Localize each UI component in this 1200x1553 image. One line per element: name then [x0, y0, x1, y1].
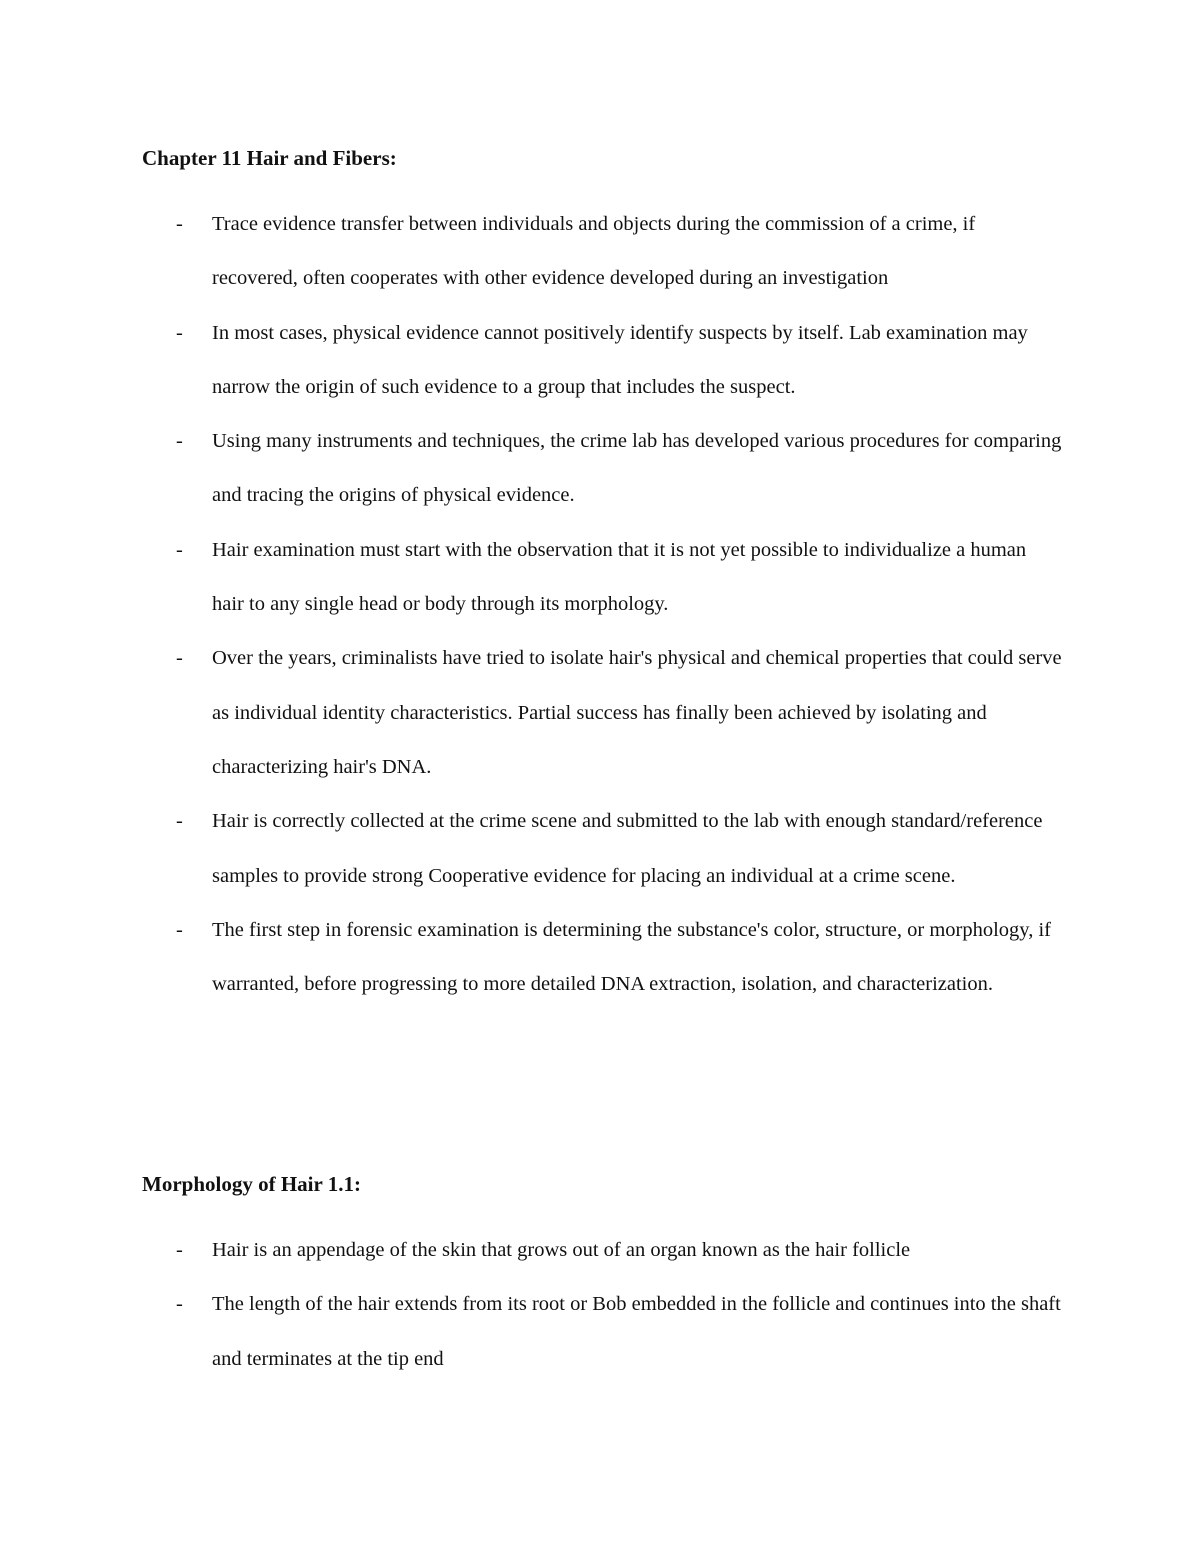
bullet-dash: - [176, 1293, 183, 1316]
list-item-text: The length of the hair extends from its root or Bob embedded in the follicle and continues into the shaft and terminates at the tip end [212, 1293, 1061, 1370]
list-item [142, 197, 1062, 306]
section-chapter-11 [142, 143, 1082, 1011]
list-item-text: The first step in forensic examination is determining the substance's color, structure, or morphology, if warranted, before progressing to more detailed DNA extraction, isolation, and characterization. [212, 918, 1051, 996]
bullet-dash: - [176, 538, 183, 561]
list-item [142, 1223, 1062, 1277]
list-item-text: Over the years, criminalists have tried to isolate hair's physical and chemical properties that could serve as individual identity characteristics. Partial success has finally been achieved by isolating and characterizing hair's DNA. [212, 647, 1062, 778]
bullet-dash: - [176, 430, 183, 453]
list-item-text: Using many instruments and techniques, the crime lab has developed various procedures for comparing and tracing the origins of physical evidence. [212, 430, 1062, 507]
section-heading: Chapter 11 Hair and Fibers: [142, 146, 397, 170]
list-item-text: Trace evidence transfer between individuals and objects during the commission of a crime, if recovered, often cooperates with other evidence developed during an investigation [212, 213, 976, 290]
list-item-text: Hair examination must start with the observation that it is not yet possible to individualize a human hair to any single head or body through its morphology. [212, 538, 1027, 616]
section-heading: Morphology of Hair 1.1: [142, 1172, 361, 1196]
list-item-text: In most cases, physical evidence cannot positively identify suspects by itself. Lab examination may narrow the origin of such evidence to a group that includes the suspect. [212, 321, 1028, 398]
bullet-dash: - [176, 810, 183, 833]
bullet-dash: - [176, 918, 183, 941]
list-item [142, 631, 1062, 794]
bullet-dash: - [176, 647, 183, 670]
bullet-list [142, 197, 1082, 1011]
list-item [142, 903, 1062, 1012]
list-item-text: Hair is an appendage of the skin that grows out of an organ known as the hair follicle [212, 1239, 911, 1261]
bullet-dash: - [176, 321, 183, 344]
list-item-text: Hair is correctly collected at the crime scene and submitted to the lab with enough standard/reference samples to provide strong Cooperative evidence for placing an individual at a crime scene. [212, 810, 1043, 887]
list-item [142, 306, 1062, 415]
list-item [142, 1277, 1062, 1386]
bullet-list [142, 1223, 1082, 1386]
bullet-dash: - [176, 1239, 183, 1261]
bullet-dash: - [176, 213, 183, 235]
list-item [142, 523, 1062, 632]
list-item [142, 414, 1062, 523]
section-morphology-of-hair [142, 1169, 1082, 1386]
list-item [142, 794, 1062, 903]
